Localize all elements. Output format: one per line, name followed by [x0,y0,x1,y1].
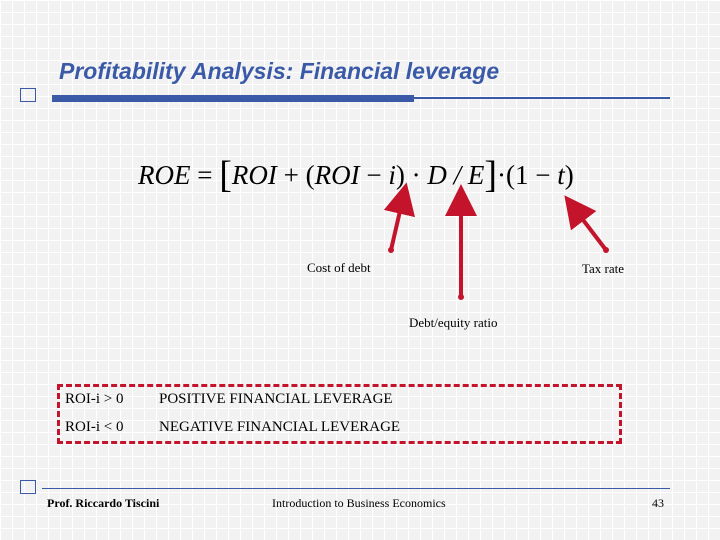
formula-paren-close: ) [395,160,405,190]
page-number: 43 [652,496,664,510]
formula-i: i [388,160,396,190]
arrow-debt-equity-dot [458,294,464,300]
formula-paren-open: ( [305,160,315,190]
arrow-cost-of-debt [391,198,403,250]
formula-slash: / [453,160,462,190]
formula-roe: ROE [138,160,191,190]
arrow-tax-rate-dot [603,247,609,253]
formula-roi-inner: ROI [314,160,360,190]
debt-equity-label: Debt/equity ratio [409,315,498,330]
condition-positive: ROI-i > 0 [65,391,124,407]
result-negative: NEGATIVE FINANCIAL LEVERAGE [159,419,401,435]
formula-dot-2: · [497,160,506,190]
formula-dot: · [411,160,421,190]
tax-rate-label: Tax rate [582,261,625,276]
formula-tax-close: ) [564,160,574,190]
arrow-cost-of-debt-dot [388,247,394,253]
footer-author: Prof. Riccardo Tiscini [47,496,160,510]
footer-divider [42,488,670,489]
left-mark-bottom [20,480,36,494]
arrow-tax-rate [574,208,606,250]
formula-d: D [427,160,447,190]
formula-roi: ROI [231,160,277,190]
result-positive: POSITIVE FINANCIAL LEVERAGE [159,391,393,407]
formula-t: t [557,160,565,190]
formula-left-bracket: [ [219,154,232,196]
formula-tax-minus: − [535,160,551,190]
formula-minus: − [366,160,382,190]
slide-title: Profitability Analysis: Financial leverage [59,58,500,84]
condition-negative: ROI-i < 0 [65,419,124,435]
formula-plus: + [283,160,299,190]
formula-equals: = [197,160,213,190]
formula-right-bracket: ] [484,154,497,196]
footer-course: Introduction to Business Economics [272,496,446,510]
cost-of-debt-label: Cost of debt [307,260,371,275]
formula-e: E [467,160,485,190]
formula-tax-open: (1 [506,160,529,190]
